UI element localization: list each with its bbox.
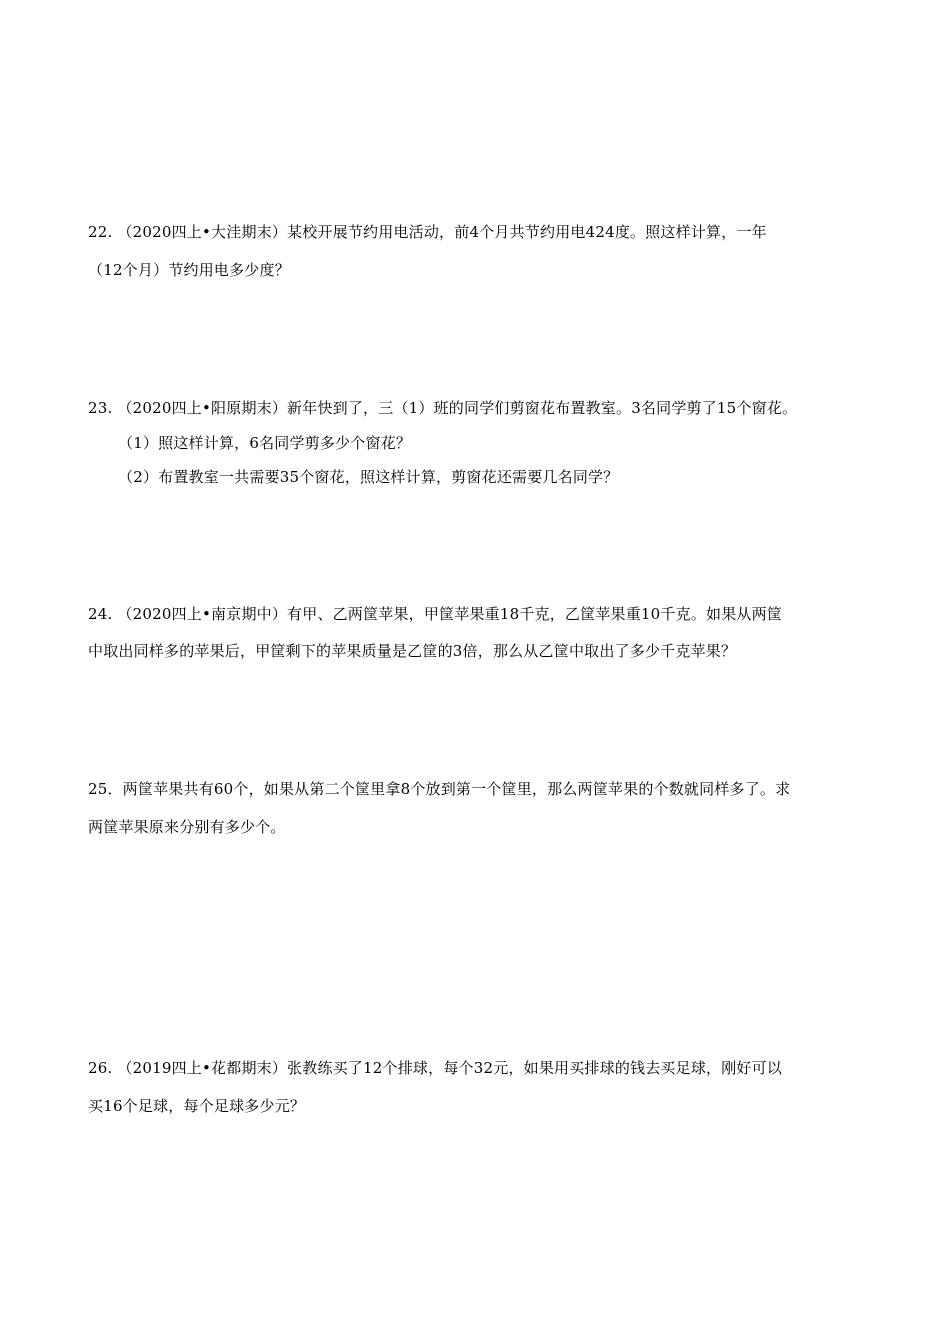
question-23-sub-2: （2）布置教室一共需要35个窗花，照这样计算，剪窗花还需要几名同学？: [118, 468, 619, 486]
question-25-line-1: 25．两筐苹果共有60个，如果从第二个筐里拿8个放到第一个筐里，那么两筐苹果的个数就同样多了。求: [88, 780, 791, 798]
question-23-line-1: 23. （2020四上•阳原期末）新年快到了，三（1）班的同学们剪窗花布置教室。3名同学剪了15个窗花。: [88, 399, 798, 417]
question-25-line-2: 两筐苹果原来分别有多少个。: [88, 818, 286, 836]
question-23-sub-1: （1）照这样计算，6名同学剪多少个窗花？: [118, 434, 412, 452]
question-24-line-2: 中取出同样多的苹果后，甲筐剩下的苹果质量是乙筐的3倍，那么从乙筐中取出了多少千克苹果？: [88, 642, 737, 660]
question-22-line-1: 22. （2020四上•大洼期末）某校开展节约用电活动，前4个月共节约用电424度。照这样计算，一年: [88, 223, 767, 241]
question-24-line-1: 24. （2020四上•南京期中）有甲、乙两筐苹果，甲筐苹果重18千克，乙筐苹果重10千克。如果从两筐: [88, 605, 783, 623]
question-26-line-2: 买16个足球，每个足球多少元？: [88, 1097, 306, 1115]
question-26-line-1: 26. （2019四上•花都期末）张教练买了12个排球，每个32元，如果用买排球的钱去买足球，刚好可以: [88, 1059, 783, 1077]
question-22-line-2: （12个月）节约用电多少度？: [88, 261, 290, 279]
